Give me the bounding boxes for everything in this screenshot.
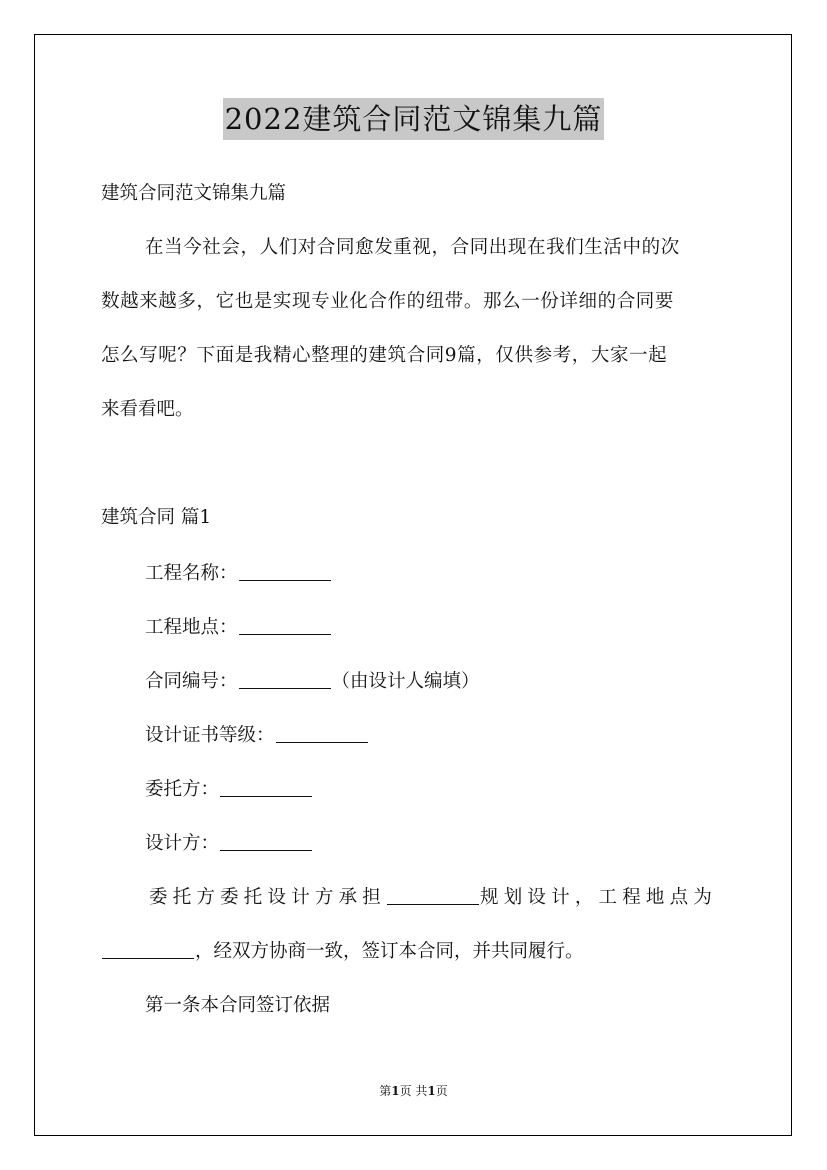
clause-text-a: 委托方委托设计方承担 bbox=[149, 887, 387, 908]
footer-page-number: 1 bbox=[391, 1084, 400, 1098]
field-label: 设计证书等级： bbox=[145, 725, 275, 746]
section-heading: 建筑合同 篇1 bbox=[101, 507, 212, 528]
field-designer bbox=[145, 831, 313, 857]
field-note: （由设计人编填） bbox=[331, 671, 480, 692]
intro-line-2: 数越来越多，它也是实现专业化合作的纽带。那么一份详细的合同要 bbox=[101, 291, 675, 312]
clause-line-1 bbox=[149, 885, 717, 911]
clause-line-2 bbox=[101, 939, 584, 965]
field-project-name bbox=[145, 561, 332, 587]
field-label: 工程名称： bbox=[145, 563, 238, 584]
blank-line bbox=[102, 940, 194, 959]
field-cert-level bbox=[145, 723, 369, 749]
clause-text-b: 规划设计，工程地点为 bbox=[480, 887, 718, 908]
intro-line-3: 怎么写呢？下面是我精心整理的建筑合同9篇，仅供参考，大家一起 bbox=[101, 345, 668, 366]
blank-line bbox=[387, 886, 479, 905]
field-label: 合同编号： bbox=[145, 671, 238, 692]
blank-line bbox=[220, 778, 312, 797]
field-label: 设计方： bbox=[145, 833, 220, 854]
field-label: 工程地点： bbox=[145, 617, 238, 638]
field-client bbox=[145, 777, 313, 803]
document-title: 2022建筑合同范文锦集九篇 bbox=[223, 98, 605, 140]
footer-prefix: 第 bbox=[379, 1084, 392, 1098]
intro-line-4: 来看看吧。 bbox=[101, 399, 194, 420]
blank-line bbox=[239, 616, 331, 635]
article-1-heading: 第一条本合同签订依据 bbox=[145, 995, 331, 1016]
page-footer bbox=[0, 1083, 827, 1099]
field-label: 委托方： bbox=[145, 779, 220, 800]
blank-line bbox=[276, 724, 368, 743]
document-subtitle: 建筑合同范文锦集九篇 bbox=[101, 183, 287, 204]
footer-mid: 页 共 bbox=[399, 1084, 428, 1098]
footer-suffix: 页 bbox=[435, 1084, 448, 1098]
field-contract-no bbox=[145, 669, 480, 695]
blank-line bbox=[239, 670, 331, 689]
intro-line-1: 在当今社会，人们对合同愈发重视，合同出现在我们生活中的次 bbox=[145, 237, 680, 258]
field-project-location bbox=[145, 615, 332, 641]
blank-line bbox=[220, 832, 312, 851]
title-container bbox=[0, 98, 827, 140]
footer-total-pages: 1 bbox=[427, 1084, 436, 1098]
clause-text-c: ，经双方协商一致，签订本合同，并共同履行。 bbox=[195, 941, 584, 962]
blank-line bbox=[239, 562, 331, 581]
